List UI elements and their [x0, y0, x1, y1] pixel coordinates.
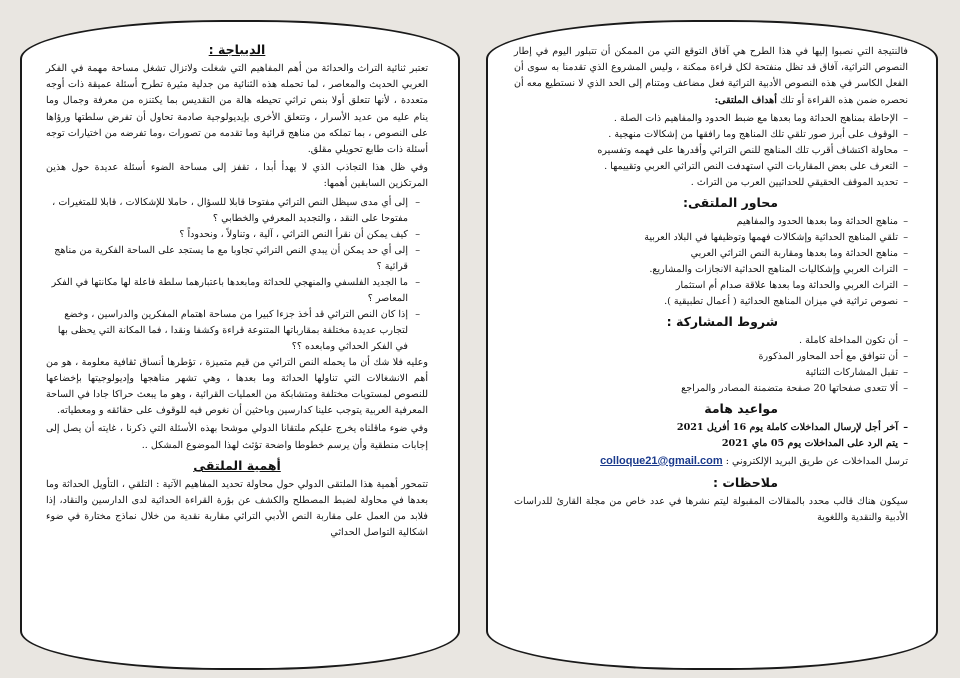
preamble-title: الديباجة :	[208, 42, 266, 57]
question-item: – كيف يمكن أن نقرأ النص التراثي ، آلية ، وتناولاً ، ونحدوداً ؟	[46, 227, 428, 243]
importance-paragraph: تتمحور أهمية هذا الملتقى الدولي حول محاولة تحديد المفاهيم الآتية : التلقي ، التأويل الحداثة وما بعدها في محاولة لضبط المصطلح والكشف عن بؤرة القراءة الحداثية لدى الدارسين والنقاد، إذا فلابد من العمل على مقاربة النص الأدبي التراثي مقاربة نقدية من خلال نماذج مختارة في ضوء اشكالية التواصل الحداثي	[46, 478, 428, 539]
conditions-list	[514, 333, 908, 397]
notes-paragraph: سيكون هناك قالب محدد بالمقالات المقبولة ليتم نشرها في عدد خاص من مجلة القارئ للدراسات الأدبية والنقدية واللغوية	[514, 495, 908, 524]
date-item: – يتم الرد على المداخلات يوم 05 ماي 2021	[514, 436, 908, 452]
intro-text: فالنتيجة التي نصبوا إليها في هذا الطرح هي آفاق التوقع التي من الممكن أن تتبلور اليوم في إطار النصوص التراثية، آفاق قد تظل منفتحة لكل قراءة ممكنة ، وليس المشروع الذي تقدمنا به سوى أن الفعل الكاسر في هذه النصوص الأدبية التراثية فعل مضاعف ومتنام إلى الحد الذي لا نستطيع معه أن نحصره ضمن هذه القراءة أو تلك	[514, 46, 908, 106]
question-item: – إلى أي مدى سيظل النص التراثي مفتوحا قابلا للسؤال ، حاملا للإشكالات ، قابلا للمتغيرات ، مفتوحا على النقد ، والتجديد المعرفي والخطابي ؟	[46, 195, 428, 227]
goal-item: – الوقوف على أبرز صور تلقي تلك المناهج وما رافقها من إشكالات منهجية .	[514, 127, 908, 143]
condition-item: – تقبل المشاركات الثنائية	[514, 365, 908, 381]
preamble-paragraph-4: وفي ضوء ماقلناه يخرج عليكم ملتقانا الدولي موشحا بهذه الأسئلة التي ذكرنا ، غايته أن يصل إلى إجابات منطقية وأن يرسم خطوطا واضحة تؤثث لهذا الموضوع المشكل ..	[46, 423, 428, 451]
question-item: – إذا كان النص التراثي قد أخذ جزءا كبيرا من مساحة اهتمام المفكرين والدراسين ، وخضع لتجارب عديدة مختلفة بمقارباتها المتنوعة قراءة وكشفا ونقدا ، فما المكانة التي يحظى بها في الفكر الحداثي ومابعده ؟؟	[46, 307, 428, 355]
goals-title: أهداف الملتقى:	[714, 94, 777, 106]
intro-paragraph	[514, 44, 908, 109]
axis-item: – نصوص تراثية في ميزان المناهج الحداثية ( أعمال تطبيقية ).	[514, 294, 908, 310]
date-item: – آخر أجل لإرسال المداخلات كاملة يوم 16 أفريل 2021	[514, 420, 908, 436]
dates-title: مواعيد هامة	[704, 400, 778, 416]
email-label: ترسل المداخلات عن طريق البريد الإلكتروني :	[725, 455, 908, 467]
preamble-paragraph-3: وعليه فلا شك أن ما يحمله النص التراثي من قيم متميزة ، تؤطرها أنساق ثقافية معلومة ، هو من أهم الانشغالات التي تناولها الحداثة وما بعدها ، وهي تشهر مناهجها وإديولوجيتها بإخضاعها للنصوص لمستويات مختلفة ومتشابكة من العمليات القرائية ، وهو ما يبعث حراكا جادا في الساحة المعرفية العربية يتوجب علينا كدارسين وباحثين أن نغوص فيه للوقوف على حقائقه و ومعطياته.	[46, 356, 428, 417]
question-item: – ما الجديد الفلسفي والمنهجي للحداثة ومابعدها باعتبارهما سلطة فاعلة لها مكانتها في الفكر المعاصر ؟	[46, 275, 428, 307]
goal-item: – تحديد الموقف الحقيقي للحداثيين العرب من التراث .	[514, 175, 908, 191]
notes-title: ملاحظات :	[712, 474, 778, 490]
importance-title: أهمية الملتقى	[193, 457, 281, 473]
goal-item: – محاولة اكتشاف أقرب تلك المناهج للنص التراثي وأقدرها على فهمه وتفسيره	[514, 143, 908, 159]
axis-item: – التراث العربي والحداثة وما بعدها علاقة صدام أم استثمار	[514, 278, 908, 294]
axis-item: – تلقي المناهج الحداثية وإشكالات فهمها وتوظيفها في البلاد العربية	[514, 230, 908, 246]
goal-item: – التعرف على بعض المقاربات التي استهدفت النص التراثي العربي وتقييمها .	[514, 159, 908, 175]
email-row	[514, 452, 908, 471]
axis-item: – التراث العربي وإشكاليات المناهج الحداثية الانجازات والمشاريع.	[514, 262, 908, 278]
condition-item: – ألا تتعدى صفحاتها 20 صفحة متضمنة المصادر والمراجع	[514, 381, 908, 397]
preamble-paragraph-2: وفي ظل هذا التجاذب الذي لا يهدأ أبدا ، تقفز إلى مساحة الضوء أسئلة عديدة حول هذين المرتكزين السابقين أهمها:	[46, 162, 428, 190]
axis-item: – مناهج الحداثة وما بعدها الحدود والمفاهيم	[514, 214, 908, 230]
axis-item: – مناهج الحداثة وما بعدها ومقاربة النص التراثي العربي	[514, 246, 908, 262]
dates-list	[514, 420, 908, 452]
email-link[interactable]: colloque21@gmail.com	[600, 454, 723, 467]
conditions-title: شروط المشاركة :	[666, 313, 778, 329]
axes-list	[514, 214, 908, 310]
condition-item: – أن تكون المداخلة كاملة .	[514, 333, 908, 349]
right-page	[486, 20, 938, 670]
goals-list	[514, 111, 908, 191]
preamble-paragraph-1: تعتبر ثنائية التراث والحداثة من أهم المفاهيم التي شغلت ولاتزال تشغل مساحة مهمة في الفكر العربي الحديث والمعاصر ، لما تحمله هذه الثنائية من جدلية مثيرة تطرح أسئلة عميقة ذات أوجه متعددة ، لأنها تتعلق أولا بنص تراثي تحيطه هالة من التقديس بما يكتنزه من معرفة وجمال وما ينام عليه من عديد الأسرار ، وتتعلق الأخرى بإيديولوجية صادمة تحاول أن تفرض سلطتها ورؤاها على النصوص ، بما تملكه من مناهج قرائية وما تقدمه من تصورات ،وما تفرضه من اختيارات توجه أسئلة ذات طابع تحويلي مقلق.	[46, 63, 428, 156]
left-page	[20, 20, 460, 670]
axes-title: محاور الملتقى:	[683, 194, 778, 210]
question-item: – إلى أي حد يمكن أن يبدي النص التراثي تجاوبا مع ما يستجد على الساحة الفكرية من مناهج قرائية ؟	[46, 243, 428, 275]
condition-item: – أن تتوافق مع أحد المحاور المذكورة	[514, 349, 908, 365]
questions-list	[46, 195, 428, 355]
goal-item: – الإحاطة بمناهج الحداثة وما بعدها مع ضبط الحدود والمفاهيم ذات الصلة .	[514, 111, 908, 127]
